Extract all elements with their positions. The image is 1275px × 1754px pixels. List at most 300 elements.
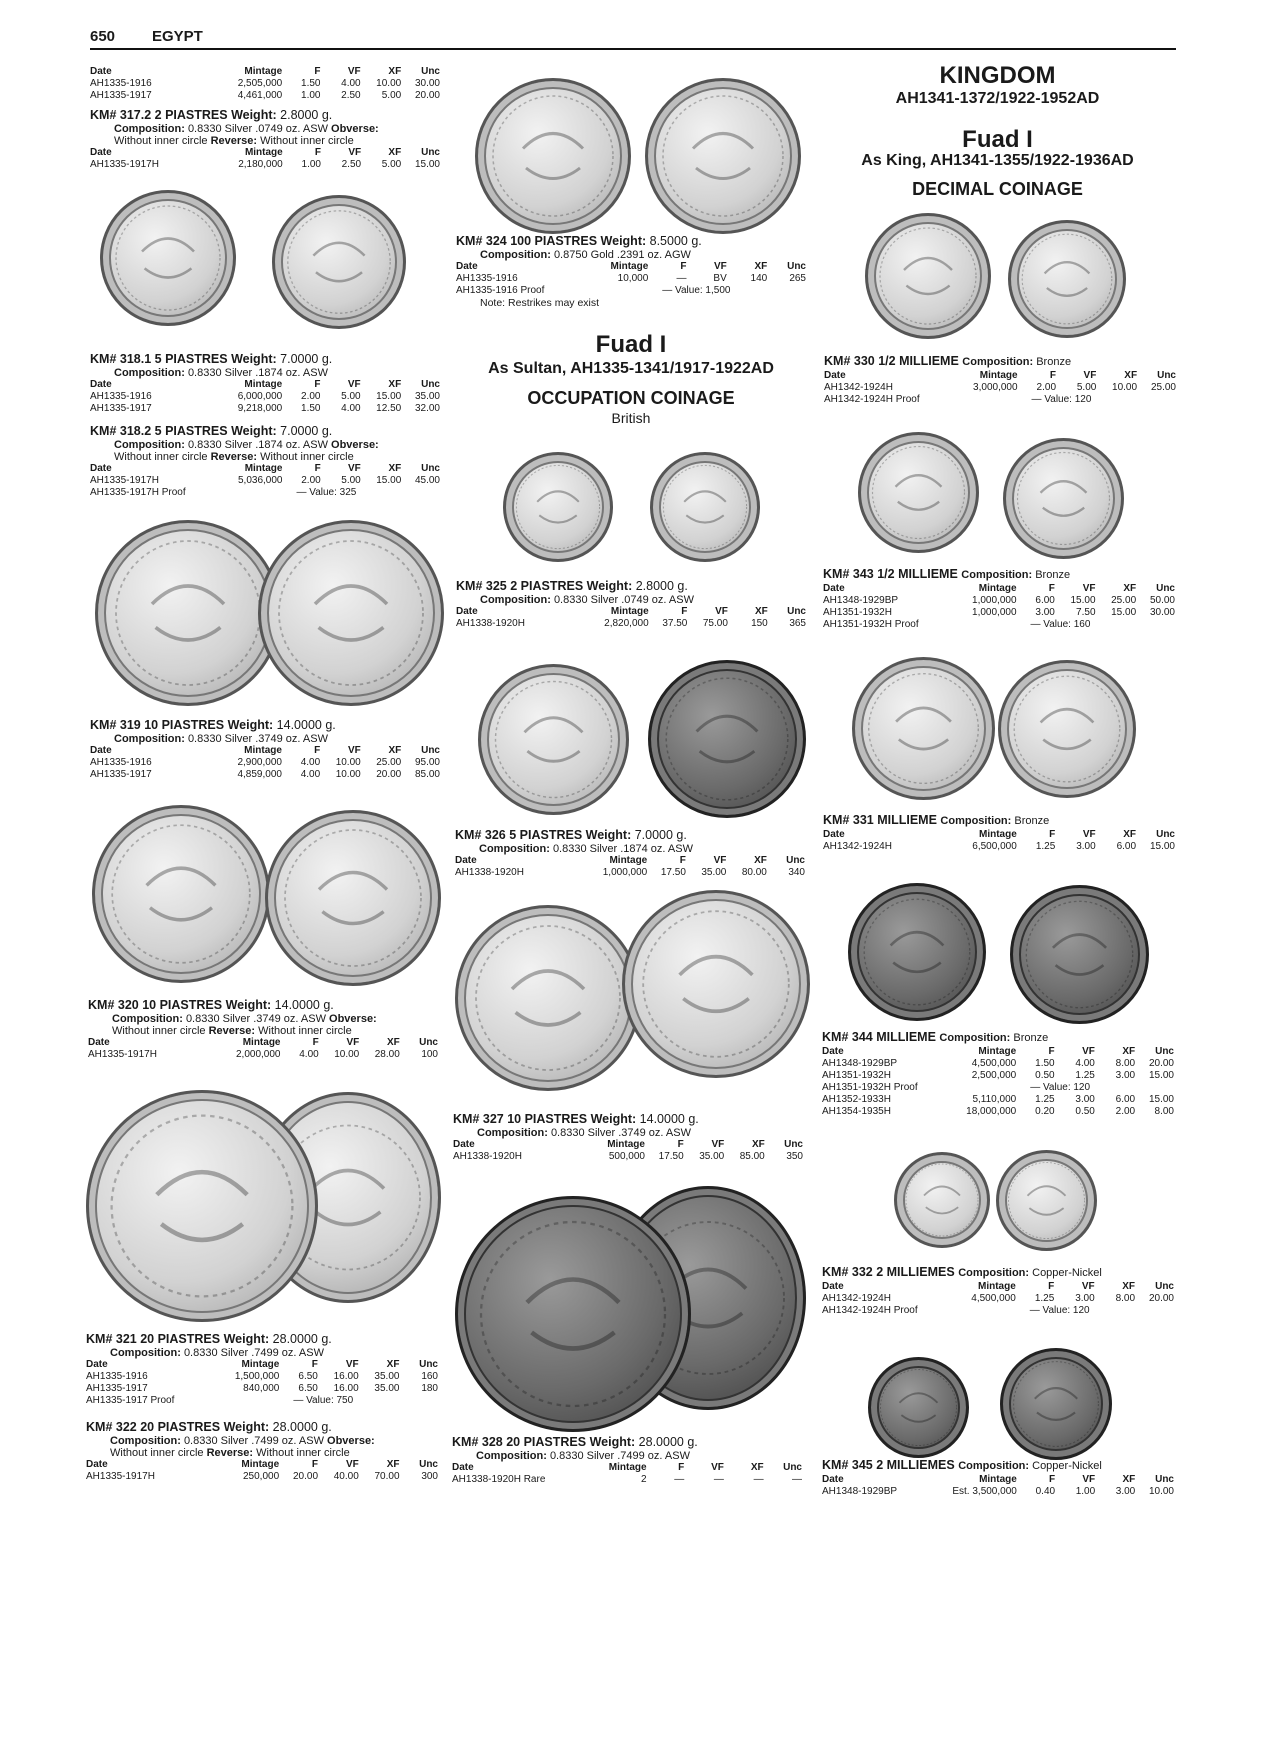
coin-rim-decoration	[861, 435, 976, 550]
km-number: KM# 331	[823, 813, 874, 827]
table-cell: 1.25	[1035, 1094, 1055, 1105]
column-header: Unc	[419, 1359, 438, 1370]
table-cell: 35.00	[374, 1383, 400, 1394]
table-cell: Est. 3,500,000	[952, 1486, 1017, 1497]
table-cell: 28.00	[374, 1049, 400, 1060]
table-cell: — Value: 120	[1029, 1305, 1090, 1316]
table-cell: 20.00	[414, 90, 440, 101]
table-cell: 5.00	[381, 159, 402, 170]
weight-value: 28.0000 g.	[272, 1332, 332, 1346]
composition-line	[90, 123, 440, 135]
table-cell: 3.00	[1115, 1486, 1136, 1497]
section-subheading: As Sultan, AH1335-1341/1917-1922AD	[488, 360, 774, 377]
composition-label: Composition:	[939, 1032, 1014, 1044]
table-cell: AH1335-1917	[90, 90, 152, 101]
column-header: Date	[90, 66, 112, 77]
column-header: VF	[1082, 829, 1096, 840]
km-denomination: 1/2 MILLIEME	[878, 354, 959, 368]
km-title	[822, 1265, 1174, 1281]
weight-label: Weight:	[586, 579, 636, 593]
column-header: VF	[347, 379, 361, 390]
km-denomination: 20 PIASTRES	[140, 1420, 221, 1434]
column-header: XF	[1123, 583, 1137, 594]
km-number: KM# 318.1	[90, 352, 152, 366]
reverse-label: Reverse:	[210, 451, 261, 463]
weight-label: Weight:	[600, 234, 650, 248]
column-header: F	[312, 1037, 319, 1048]
km-number: KM# 345	[822, 1458, 873, 1472]
coin-rim-decoration	[999, 1153, 1094, 1248]
column-header: XF	[754, 261, 768, 272]
composition-line	[90, 367, 440, 379]
page-country: EGYPT	[152, 28, 203, 45]
coin-rim-decoration	[506, 455, 610, 559]
table-cell: 5.00	[341, 475, 361, 486]
weight-value: 8.5000 g.	[649, 234, 702, 248]
km-number: KM# 344	[822, 1030, 873, 1044]
column-header: Unc	[421, 147, 440, 158]
column-header: Mintage	[977, 1281, 1016, 1292]
column-header: VF	[347, 745, 361, 756]
composition-value: Copper-Nickel	[1032, 1267, 1102, 1279]
column-header: VF	[347, 463, 361, 474]
table-cell: 15.00	[414, 159, 440, 170]
coin-rim-decoration	[1001, 663, 1133, 795]
km-number: KM# 332	[822, 1265, 873, 1279]
coin-rim-decoration	[1003, 1351, 1109, 1457]
km-title	[88, 998, 438, 1013]
table-cell: 32.00	[414, 403, 440, 414]
table-row	[90, 90, 440, 102]
composition-label: Composition:	[114, 367, 188, 379]
table-cell: 85.00	[414, 769, 440, 780]
note-label: Note:	[480, 297, 509, 309]
table-row	[456, 273, 806, 285]
table-cell: AH1335-1917H	[86, 1471, 155, 1482]
weight-label: Weight:	[589, 1435, 639, 1449]
table-cell: 2.50	[341, 159, 362, 170]
composition-label: Composition:	[476, 1450, 550, 1462]
obverse-label: Obverse:	[331, 123, 379, 135]
km-title	[455, 828, 805, 843]
composition-label: Composition:	[962, 356, 1037, 368]
composition-line	[88, 1013, 438, 1025]
km-title	[90, 718, 440, 733]
column-header: Unc	[1155, 1474, 1174, 1485]
column-header: VF	[713, 855, 727, 866]
column-header: Mintage	[607, 1139, 645, 1150]
table-cell: 1.50	[301, 78, 321, 89]
weight-value: 2.8000 g.	[635, 579, 688, 593]
table-cell: 20.00	[1148, 1058, 1174, 1069]
mintage-table	[90, 463, 440, 499]
column-header: Date	[823, 829, 845, 840]
column-header: XF	[1122, 1046, 1136, 1057]
table-cell: 2,820,000	[604, 618, 649, 629]
km-denomination: 100 PIASTRES	[510, 234, 598, 248]
column-header: Date	[823, 583, 845, 594]
column-header: Mintage	[241, 1459, 280, 1470]
column-header: Unc	[1155, 1281, 1174, 1292]
km-denomination: 5 PIASTRES	[509, 828, 583, 842]
entry-km324	[456, 234, 806, 310]
page-header	[90, 26, 1176, 50]
table-row	[90, 78, 440, 90]
coin-rim-decoration	[275, 198, 403, 326]
coin-reverse-image	[1000, 1348, 1112, 1460]
coin-reverse-image	[645, 78, 801, 234]
composition-label: Composition:	[480, 594, 554, 606]
table-cell: AH1348-1929BP	[822, 1058, 898, 1069]
coin-reverse-image	[622, 890, 810, 1078]
entry-km331	[823, 813, 1175, 853]
composition-value: Bronze	[1036, 356, 1072, 368]
column-header: F	[314, 463, 321, 474]
table-row	[822, 1094, 1174, 1106]
table-cell: — Value: 1,500	[662, 285, 731, 296]
column-header: Mintage	[244, 745, 282, 756]
table-cell: —	[674, 1474, 685, 1485]
column-header: Date	[86, 1359, 108, 1370]
table-cell: 85.00	[739, 1151, 765, 1162]
composition-value: 0.8330 Silver .3749 oz. ASW	[185, 1013, 326, 1025]
composition-label: Composition:	[112, 1013, 186, 1025]
table-header-row	[90, 66, 440, 78]
table-cell: AH1335-1917H	[90, 159, 159, 170]
table-cell: 40.00	[333, 1471, 359, 1482]
table-header-row	[90, 745, 440, 757]
obverse-reverse-line	[90, 451, 440, 463]
column-header: VF	[346, 1037, 360, 1048]
composition-value: Bronze	[1014, 815, 1050, 827]
table-cell: 6.50	[298, 1383, 318, 1394]
km-denomination: 2 MILLIEMES	[876, 1458, 955, 1472]
table-cell: 0.20	[1035, 1106, 1055, 1117]
table-cell: AH1335-1916	[90, 391, 152, 402]
table-cell: 45.00	[414, 475, 440, 486]
obverse-value: Without inner circle	[112, 1025, 206, 1037]
entry-km3181	[90, 352, 440, 415]
coin-obverse-image	[858, 432, 979, 553]
mintage-table	[824, 370, 1176, 406]
column-header: Unc	[421, 463, 440, 474]
mintage-table	[86, 1359, 438, 1407]
obverse-label: Obverse:	[329, 1013, 377, 1025]
km-denomination: 2 PIASTRES	[154, 108, 228, 122]
table-cell: 50.00	[1149, 595, 1175, 606]
table-cell: AH1335-1917	[90, 769, 152, 780]
obverse-value: Without inner circle	[114, 451, 208, 463]
table-cell: 265	[789, 273, 806, 284]
column-header: VF	[1083, 370, 1097, 381]
table-cell: AH1335-1916 Proof	[456, 285, 545, 296]
table-cell: 8.00	[1115, 1293, 1136, 1304]
coin-rim-decoration	[653, 455, 757, 559]
table-cell: 10.00	[335, 769, 361, 780]
column-header: XF	[751, 1139, 765, 1150]
coin-obverse-image	[478, 664, 629, 815]
km-denomination: 1/2 MILLIEME	[877, 567, 958, 581]
table-cell: AH1342-1924H	[823, 841, 892, 852]
table-cell: 1.00	[301, 90, 321, 101]
table-cell: 5.00	[341, 391, 361, 402]
column-header: VF	[713, 261, 727, 272]
table-cell: 10.00	[1148, 1486, 1174, 1497]
table-cell: 25.00	[1150, 382, 1176, 393]
table-cell: 4.00	[300, 769, 321, 780]
km-number: KM# 328	[452, 1435, 503, 1449]
table-cell: 10,000	[617, 273, 649, 284]
table-cell: 2.00	[1036, 382, 1057, 393]
column-header: Unc	[1155, 1046, 1174, 1057]
column-header: XF	[387, 1037, 400, 1048]
km-number: KM# 317.2	[90, 108, 152, 122]
table-cell: BV	[713, 273, 727, 284]
column-header: Date	[455, 855, 477, 866]
coin-reverse-image	[998, 660, 1136, 798]
table-cell: 10.00	[376, 78, 402, 89]
column-header: F	[1048, 1281, 1055, 1292]
table-cell: 6.00	[1035, 595, 1055, 606]
table-cell: 2.00	[1115, 1106, 1136, 1117]
column-header: VF	[1082, 583, 1096, 594]
composition-label: Composition:	[110, 1435, 184, 1447]
column-header: Unc	[421, 66, 440, 77]
table-cell: 7.50	[1076, 607, 1096, 618]
mintage-table	[453, 1139, 803, 1163]
weight-label: Weight:	[223, 1332, 273, 1346]
column-header: XF	[1124, 370, 1138, 381]
column-header: XF	[388, 745, 402, 756]
column-header: Mintage	[244, 379, 283, 390]
coin-reverse-image	[650, 452, 760, 562]
column-header: F	[1048, 583, 1055, 594]
table-cell: — Value: 160	[1030, 619, 1091, 630]
table-row	[86, 1471, 438, 1483]
mintage-table	[822, 1474, 1174, 1498]
column-header: F	[679, 855, 686, 866]
composition-value: 0.8330 Silver .1874 oz. ASW	[552, 843, 693, 855]
km-denomination: 10 PIASTRES	[507, 1112, 588, 1126]
coin-obverse-image	[852, 657, 995, 800]
mintage-table	[90, 66, 440, 102]
entry-km320	[88, 998, 438, 1061]
table-cell: 140	[750, 273, 768, 284]
column-header: F	[681, 606, 688, 617]
table-cell: —	[713, 1474, 724, 1485]
column-header: Mintage	[241, 1359, 280, 1370]
coin-rim-decoration	[855, 660, 992, 797]
mintage-table	[90, 379, 440, 415]
reverse-label: Reverse:	[210, 135, 261, 147]
reverse-value: Without inner circle	[256, 1447, 350, 1459]
table-row	[823, 595, 1175, 607]
mintage-table	[455, 855, 805, 879]
table-header-row	[823, 583, 1175, 595]
column-header: F	[677, 1139, 684, 1150]
column-header: VF	[711, 1139, 725, 1150]
composition-value: 0.8330 Silver .7499 oz. ASW	[549, 1450, 690, 1462]
coin-rim-decoration	[481, 667, 626, 812]
composition-value: Copper-Nickel	[1032, 1460, 1102, 1472]
column-header: Date	[90, 463, 112, 474]
table-cell: 2,500,000	[971, 1070, 1017, 1081]
table-cell: 5.00	[1076, 382, 1097, 393]
table-cell: AH1335-1917H Proof	[90, 487, 186, 498]
obverse-reverse-line	[90, 135, 440, 147]
composition-label: Composition:	[114, 733, 188, 745]
table-cell: AH1335-1916	[90, 757, 152, 768]
table-row	[90, 159, 440, 171]
table-cell: 365	[789, 618, 806, 629]
column-header: Date	[88, 1037, 110, 1048]
coin-rim-decoration	[1011, 223, 1123, 335]
table-cell: AH1348-1929BP	[823, 595, 899, 606]
section-subheading: British	[611, 410, 651, 426]
km-number: KM# 330	[824, 354, 875, 368]
table-cell: AH1335-1917 Proof	[86, 1395, 175, 1406]
column-header: F	[311, 1359, 318, 1370]
km-title	[456, 234, 806, 249]
table-cell: 15.00	[1111, 607, 1137, 618]
table-cell: 12.50	[376, 403, 402, 414]
table-cell: 10.00	[335, 757, 361, 768]
table-cell: 6,000,000	[237, 391, 283, 402]
table-row	[456, 618, 806, 630]
composition-line	[90, 439, 440, 451]
composition-value: Bronze	[1013, 1032, 1049, 1044]
entry-km322	[86, 1420, 438, 1483]
mintage-table	[452, 1462, 802, 1486]
table-cell: —	[792, 1474, 802, 1485]
table-cell: AH1348-1929BP	[822, 1486, 898, 1497]
table-cell: 15.00	[376, 391, 402, 402]
reverse-value: Without inner circle	[260, 135, 354, 147]
table-cell: 4,461,000	[237, 90, 283, 101]
note-value: Restrikes may exist	[508, 297, 600, 309]
table-cell: AH1354-1935H	[822, 1106, 891, 1117]
column-header: Unc	[784, 1139, 803, 1150]
coin-rim-decoration	[871, 1360, 966, 1455]
weight-label: Weight:	[231, 424, 281, 438]
column-header: F	[1049, 370, 1057, 381]
coin-rim-decoration	[851, 886, 983, 1018]
column-header: Mintage	[978, 1046, 1017, 1057]
table-cell: 75.00	[702, 618, 728, 629]
composition-value: 0.8330 Silver .7499 oz. ASW	[183, 1435, 324, 1447]
table-header-row	[822, 1474, 1174, 1486]
coin-rim-decoration	[458, 908, 638, 1088]
table-cell: AH1338-1920H	[455, 867, 524, 878]
weight-value: 7.0000 g.	[634, 828, 687, 842]
table-cell: 350	[786, 1151, 803, 1162]
table-row-proof	[822, 1082, 1174, 1094]
column-header: Mintage	[609, 855, 648, 866]
weight-value: 28.0000 g.	[638, 1435, 698, 1449]
column-header: Unc	[1156, 583, 1175, 594]
table-header-row	[456, 261, 806, 273]
table-cell: 2.00	[301, 475, 321, 486]
table-cell: 18,000,000	[966, 1106, 1017, 1117]
km-title	[823, 813, 1175, 829]
coin-obverse-image	[865, 213, 991, 339]
table-cell: AH1338-1920H Rare	[452, 1474, 546, 1485]
table-row	[90, 757, 440, 769]
table-cell: — Value: 325	[296, 487, 357, 498]
table-cell: 17.50	[660, 867, 686, 878]
entry-km3172	[90, 108, 440, 171]
coin-rim-decoration	[897, 1155, 987, 1245]
column-header: VF	[1082, 1474, 1096, 1485]
table-row	[90, 391, 440, 403]
table-row-proof	[456, 285, 806, 297]
entry-km325	[456, 579, 806, 630]
table-cell: 15.00	[1149, 841, 1175, 852]
km-number: KM# 321	[86, 1332, 137, 1346]
coin-reverse-image	[996, 1150, 1097, 1251]
table-cell: 4.00	[341, 78, 361, 89]
table-cell: 70.00	[374, 1471, 400, 1482]
table-row	[822, 1486, 1174, 1498]
table-cell: 6,500,000	[972, 841, 1017, 852]
composition-value: Bronze	[1035, 569, 1071, 581]
table-row	[823, 607, 1175, 619]
coin-rim-decoration	[868, 216, 988, 336]
column-header: XF	[386, 1359, 400, 1370]
table-cell: 30.00	[1149, 607, 1175, 618]
km-title	[86, 1420, 438, 1435]
section-subheading: As King, AH1341-1355/1922-1936AD	[861, 152, 1134, 169]
column-header: Mintage	[978, 583, 1017, 594]
column-header: Mintage	[610, 261, 649, 272]
coin-rim-decoration	[625, 893, 807, 1075]
table-cell: 1,000,000	[972, 607, 1017, 618]
weight-value: 28.0000 g.	[272, 1420, 332, 1434]
table-cell: 3.00	[1075, 1293, 1095, 1304]
column-header: Mintage	[244, 463, 283, 474]
table-cell: 5.00	[381, 90, 402, 101]
coin-reverse-image	[648, 660, 806, 818]
section-heading: OCCUPATION COINAGE	[527, 388, 735, 408]
table-cell: 37.50	[662, 618, 688, 629]
column-header: VF	[711, 1462, 724, 1473]
table-header-row	[90, 147, 440, 159]
table-cell: 0.50	[1035, 1070, 1055, 1081]
table-cell: 2	[641, 1474, 647, 1485]
coin-reverse-image	[1010, 885, 1149, 1024]
column-header: Unc	[421, 745, 440, 756]
table-cell: 180	[421, 1383, 438, 1394]
table-row	[822, 1293, 1174, 1305]
obverse-value: Without inner circle	[114, 135, 208, 147]
column-header: Date	[453, 1139, 475, 1150]
km-number: KM# 327	[453, 1112, 504, 1126]
coin-reverse-image	[1003, 438, 1124, 559]
coin-reverse-image	[265, 810, 441, 986]
table-cell: 15.00	[1148, 1070, 1174, 1081]
column-header: Unc	[787, 261, 806, 272]
table-cell: 2.50	[341, 90, 361, 101]
composition-value: 0.8330 Silver .1874 oz. ASW	[187, 439, 328, 451]
table-cell: AH1342-1924H Proof	[822, 1305, 918, 1316]
entry-km343	[823, 567, 1175, 631]
table-cell: 2,900,000	[237, 757, 282, 768]
column-header: XF	[388, 463, 402, 474]
table-row	[90, 475, 440, 487]
coin-rim-decoration	[89, 1093, 315, 1319]
coin-rim-decoration	[1006, 441, 1121, 556]
table-header-row	[90, 379, 440, 391]
